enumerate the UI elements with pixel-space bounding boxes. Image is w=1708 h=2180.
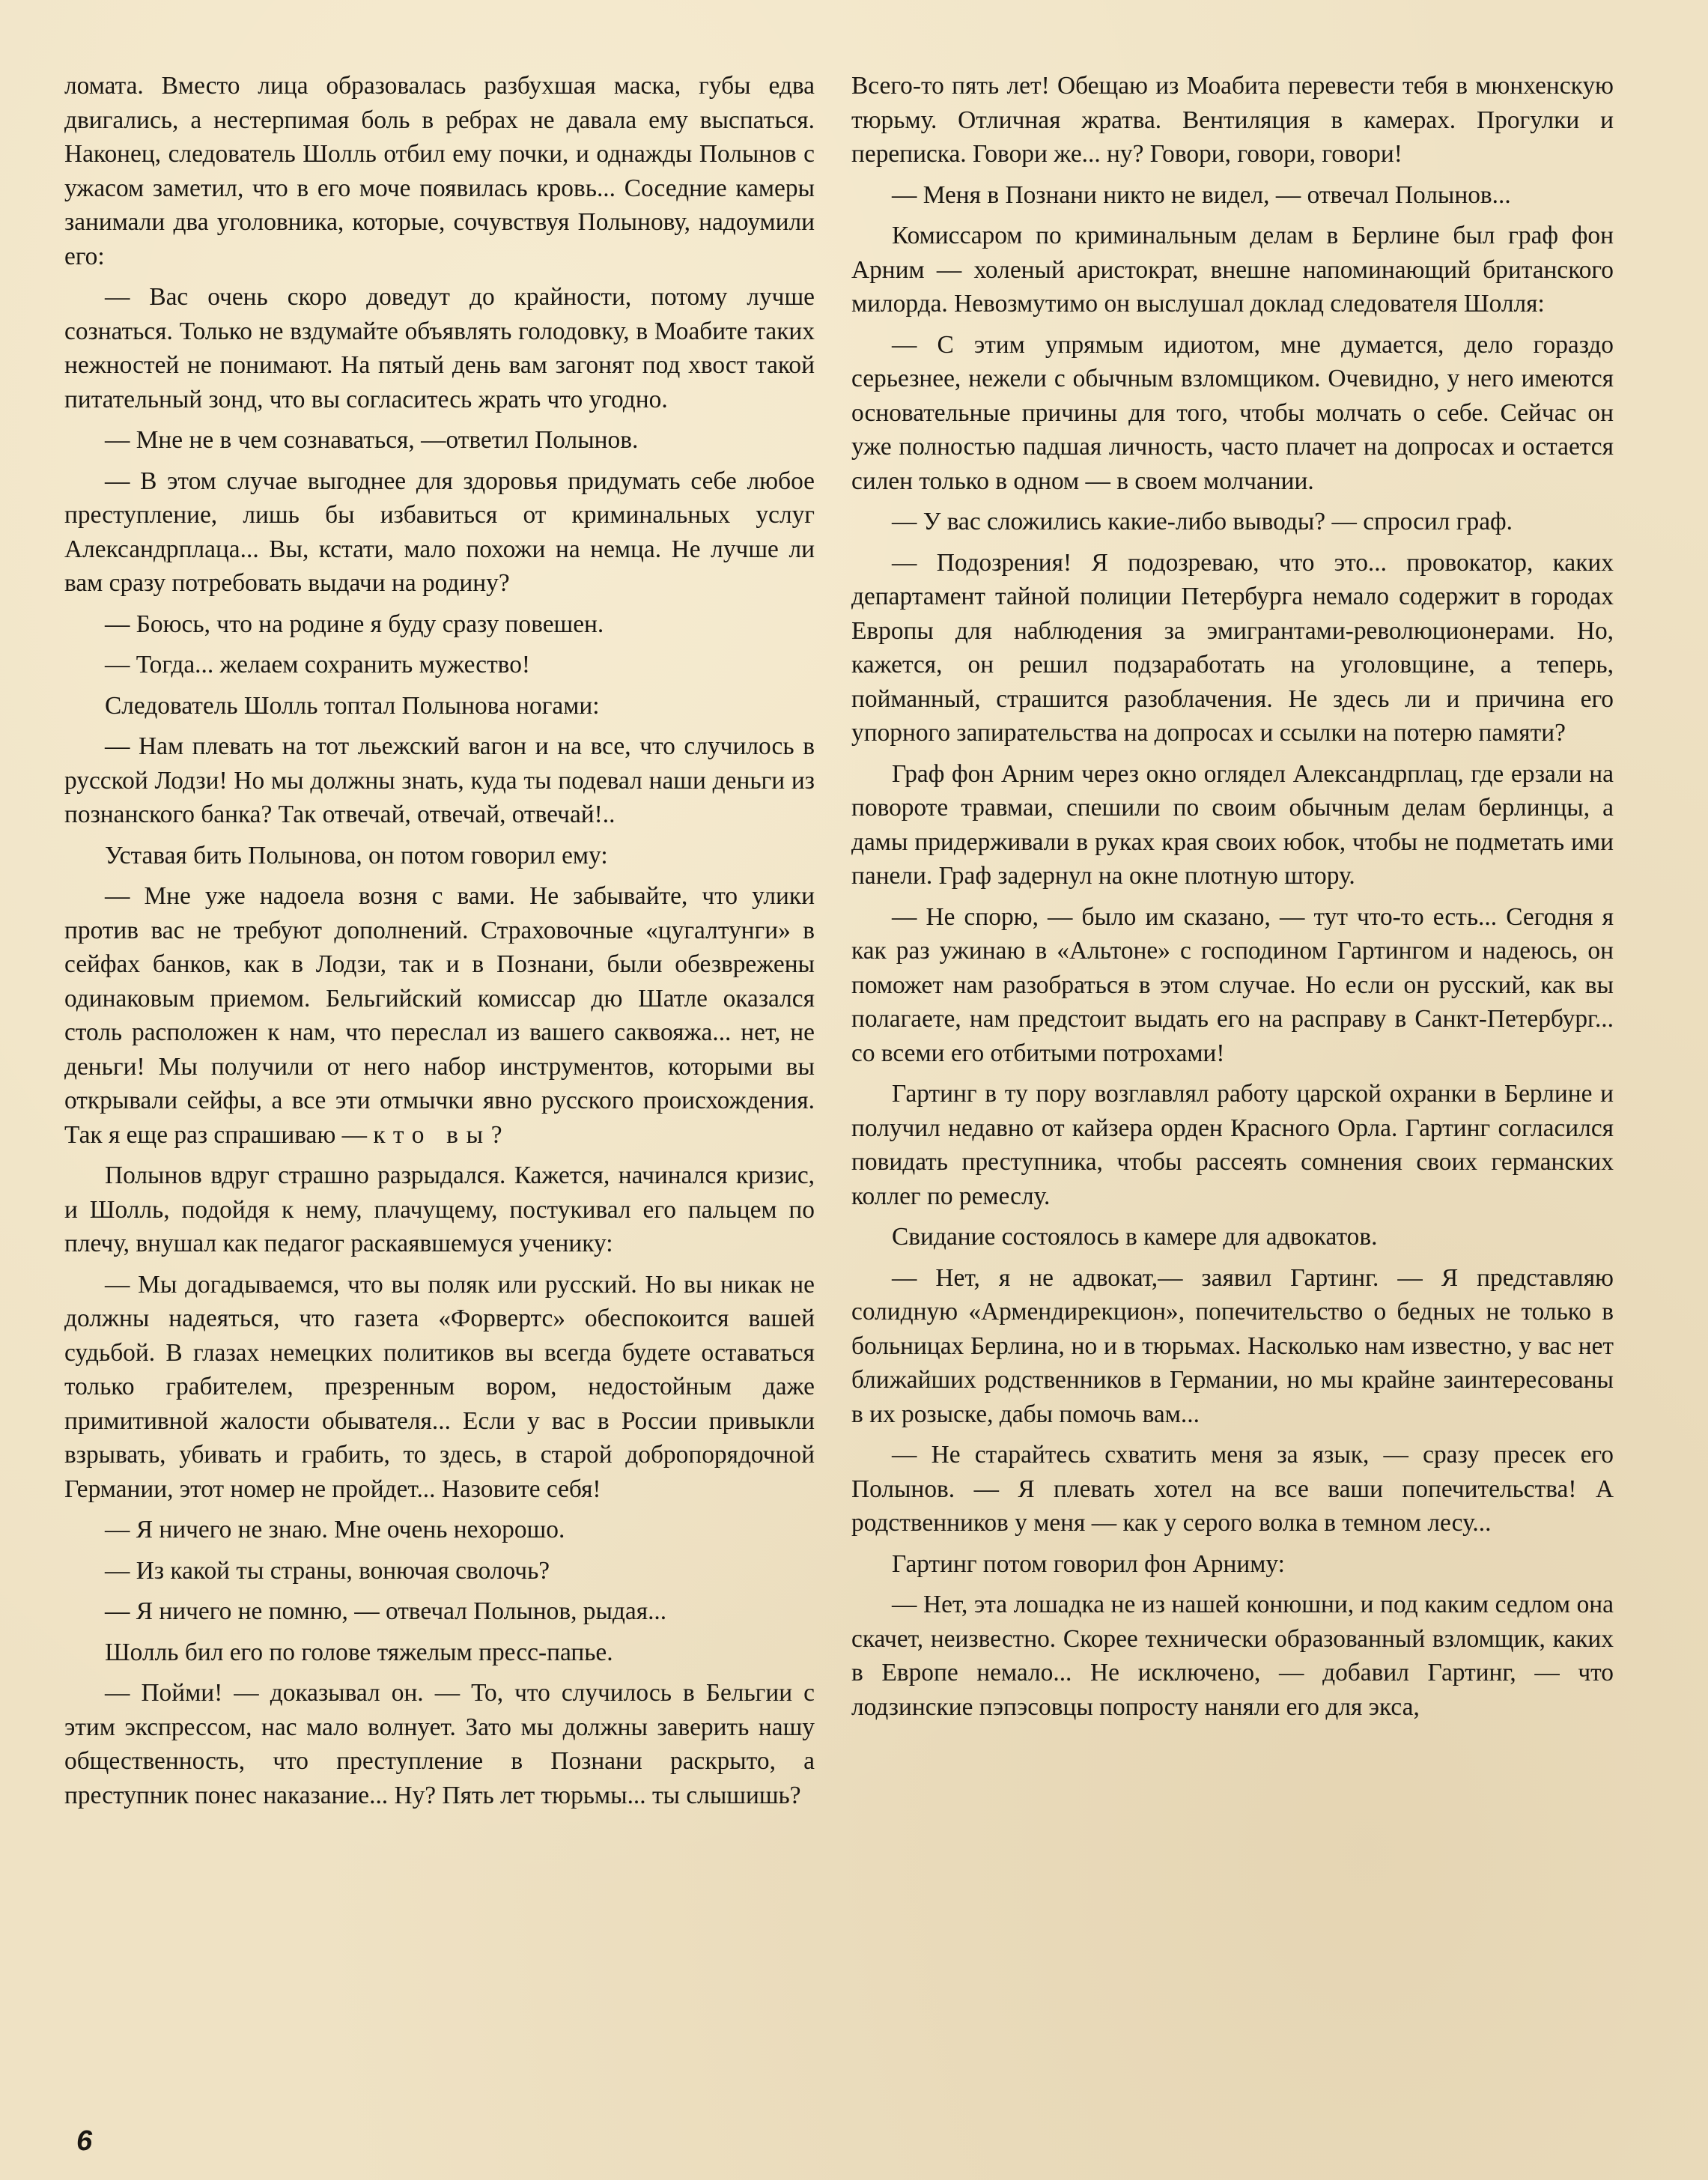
paragraph: — Меня в Познани никто не видел, — отвечал Полынов... bbox=[892, 180, 1511, 209]
text-column-right bbox=[851, 69, 1614, 1731]
paragraph: ломата. Вместо лица образовалась разбухшая маска, губы едва двигались, а нестерпимая боль в ребрах не давала ему выспаться. Наконец, следователь Шолль отбил ему почки, и однажды Полынов с ужасом заметил, что в его моче появилась кровь... Соседние камеры занимали два уголовника, которые, сочувствуя Полынову, надоумили его: bbox=[64, 72, 815, 270]
paragraph: — Нет, я не адвокат,— заявил Гартинг. — Я представляю солидную «Армендирекцион», попечительство о бедных не только в больницах Берлина, но и в тюрьмах. Насколько нам известно, у вас нет ближайших родственников в Германии, но мы крайне заинтересованы в их розыске, дабы помочь вам... bbox=[851, 1263, 1614, 1428]
paragraph: — Вас очень скоро доведут до крайности, потому лучше сознаться. Только не вздумайте объявлять голодовку, в Моабите таких нежностей не понимают. На пятый день вам загонят под хвост такой питательный зонд, что вы согласитесь жрать что угодно. bbox=[64, 283, 815, 413]
paragraph: — Подозрения! Я подозреваю, что это... провокатор, каких департамент тайной полиции Петербурга немало содержит в городах Европы для наблюдения за эмигрантами-революционерами. Но, кажется, он решил подзаработать на уголовщине, а теперь, пойманный, страшится разоблачения. Не здесь ли и причина его упорного запирательства на допросах и ссылки на потерю памяти? bbox=[851, 548, 1614, 747]
paragraph: Гартинг потом говорил фон Арниму: bbox=[892, 1549, 1285, 1578]
spaced-emphasis: кто вы? bbox=[373, 1120, 511, 1149]
paragraph: — В этом случае выгоднее для здоровья придумать себе любое преступление, лишь бы избавиться от криминальных услуг Александрплаца... Вы, кстати, мало похожи на немца. Не лучше ли вам сразу потребовать выдачи на родину? bbox=[64, 467, 815, 597]
paragraph: — Боюсь, что на родине я буду сразу повешен. bbox=[105, 610, 604, 638]
paragraph: — Я ничего не знаю. Мне очень нехорошо. bbox=[105, 1516, 565, 1543]
paragraph: — С этим упрямым идиотом, мне думается, дело гораздо серьезнее, нежели с обычным взломщиком. Очевидно, у него имеются основательные причины для того, чтобы молчать о себе. Сейчас он уже полностью падшая личность, часто плачет на допросах и остается силен только в одном — в своем молчании. bbox=[851, 330, 1614, 495]
paragraph: — Тогда... желаем сохранить мужество! bbox=[105, 651, 531, 678]
text-column-left bbox=[64, 69, 815, 1819]
paragraph: — Из какой ты страны, вонючая сволочь? bbox=[105, 1556, 550, 1585]
paragraph: — Не спорю, — было им сказано, — тут что-то есть... Сегодня я как раз ужинаю в «Альтоне» с господином Гартингом и надеюсь, он поможет нам разобраться в этом случае. Но если он русский, как вы полагаете, нам предстоит выдать его на расправу в Санкт-Петербург... со всеми его отбитыми потрохами! bbox=[851, 902, 1614, 1067]
paragraph: — Нам плевать на тот льежский вагон и на все, что случилось в русской Лодзи! Но мы должны знать, куда ты подевал наши деньги из познанского банка? Так отвечай, отвечай, отвечай!.. bbox=[64, 732, 815, 828]
paragraph: Полынов вдруг страшно разрыдался. Кажется, начинался кризис, и Шолль, подойдя к нему, плачущему, постукивал его пальцем по плечу, внушал как педагог раскаявшемуся ученику: bbox=[64, 1162, 815, 1257]
paragraph: — Пойми! — доказывал он. — То, что случилось в Бельгии с этим экспрессом, нас мало волнует. Зато мы должны заверить нашу общественность, что преступление в Познани раскрыто, а преступник понес наказание... Ну? Пять лет тюрьмы... ты слышишь? bbox=[64, 1679, 815, 1809]
paragraph: — Мы догадываемся, что вы поляк или русский. Но вы никак не должны надеяться, что газета «Форвертс» обеспокоится вашей судьбой. В глазах немецких политиков вы всегда будете оставаться только грабителем, презренным вором, недостойным даже примитивной жалости обывателя... Если у вас в России привыкли взрывать, убивать и грабить, то здесь, в старой добропорядочной Германии, этот номер не пройдет... Назовите себя! bbox=[64, 1270, 815, 1503]
paragraph: Комиссаром по криминальным делам в Берлине был граф фон Арним — холеный аристократ, внешне напоминающий британского милорда. Невозмутимо он выслушал доклад следователя Шолля: bbox=[851, 222, 1614, 318]
paragraph: Граф фон Арним через окно оглядел Александрплац, где ерзали на повороте травмаи, спешили по своим обычным делам берлинцы, а дамы придерживали в руках края своих юбок, чтобы не подметать ими панели. Граф задернул на окне плотную штору. bbox=[851, 759, 1614, 890]
paragraph: — Нет, эта лошадка не из нашей конюшни, и под каким седлом она скачет, неизвестно. Скорее технически образованный взломщик, каких в Европе немало... Не исключено, — добавил Гартинг, — что лодзинские пэпэсовцы попросту наняли его для экса, bbox=[851, 1591, 1614, 1721]
page-number: 6 bbox=[76, 2125, 93, 2157]
paragraph: — Мне не в чем сознаваться, —ответил Полынов. bbox=[105, 426, 639, 454]
paragraph: — Не старайтесь схватить меня за язык, — сразу пресек его Полынов. — Я плевать хотел на все ваши попечительства! А родственников у меня — как у серого волка в темном лесу... bbox=[851, 1441, 1614, 1537]
paragraph: Уставая бить Полынова, он потом говорил ему: bbox=[105, 841, 608, 869]
paragraph-text: — Мне уже надоела возня с вами. Не забывайте, что улики против вас не требуют дополнений. Страховочные «цугалтунги» в сейфах банков, как в Лодзи, так и в Познани, были обезврежены одинаковым приемом. Бельгийский комиссар дю Шатле оказался столь расположен к нам, что переслал из вашего саквояжа... нет, не деньги! Мы получили от него набор инструментов, которыми вы открывали сейфы, а все эти отмычки явно русского происхождения. Так я еще раз спрашиваю — bbox=[64, 882, 815, 1149]
paragraph: — Я ничего не помню, — отвечал Полынов, рыдая... bbox=[105, 1597, 667, 1625]
paragraph: Всего-то пять лет! Обещаю из Моабита перевести тебя в мюнхенскую тюрьму. Отличная жратва. Вентиляция в камерах. Прогулки и переписка. Говори же... ну? Говори, говори, говори! bbox=[851, 72, 1614, 168]
paragraph: — У вас сложились какие-либо выводы? — спросил граф. bbox=[892, 508, 1513, 535]
paragraph bbox=[64, 879, 815, 1152]
paragraph: Следователь Шолль топтал Полынова ногами: bbox=[105, 691, 600, 720]
paragraph: Свидание состоялось в камере для адвокатов. bbox=[892, 1223, 1378, 1251]
paragraph: Гартинг в ту пору возглавлял работу царской охранки в Берлине и получил недавно от кайзера орден Красного Орла. Гартинг согласился повидать преступника, чтобы рассеять сомнения своих германских коллег по ремеслу. bbox=[851, 1080, 1614, 1210]
paragraph: Шолль бил его по голове тяжелым пресс-папье. bbox=[105, 1638, 613, 1666]
